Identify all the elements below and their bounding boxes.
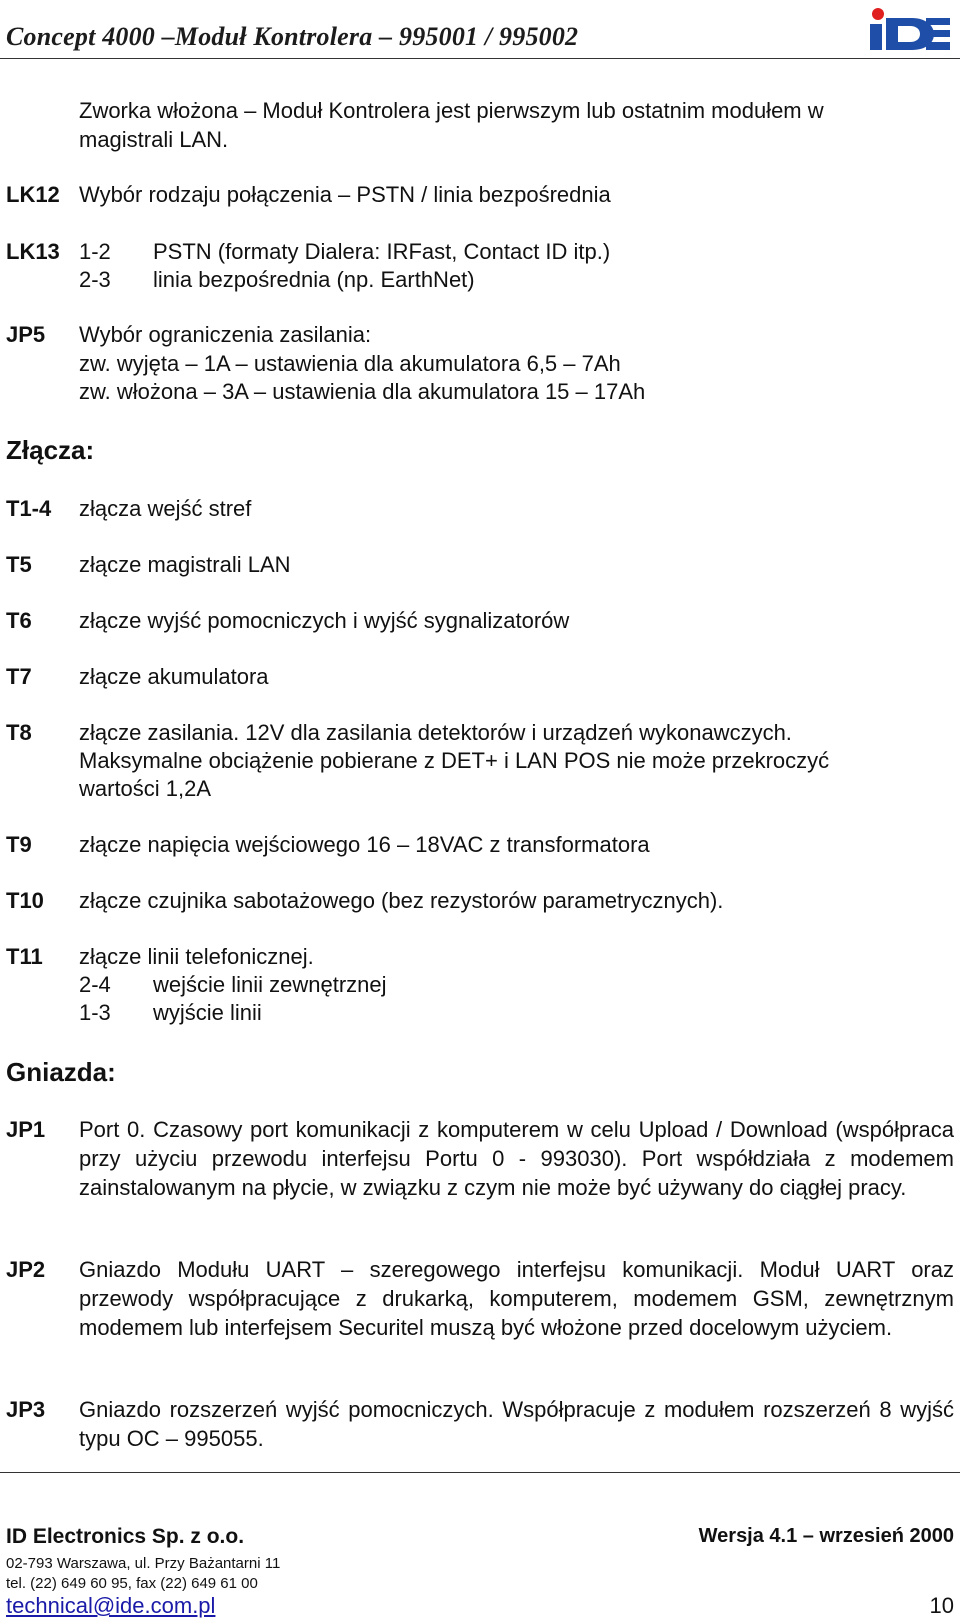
jumper-label-lk12: LK12 [6, 182, 60, 207]
socket-desc: Gniazdo rozszerzeń wyjść pomocniczych. Współpracuje z modułem rozszerzeń 8 wyjść typu OC – 995055. [79, 1397, 954, 1451]
connector-pin-row [79, 998, 262, 1027]
jumper-label-jp5: JP5 [6, 322, 46, 347]
connector-label: T10 [6, 888, 44, 913]
connector-desc: złącza wejść stref [79, 496, 252, 521]
option-code: 1-2 [79, 239, 111, 264]
jumper-option-row [79, 265, 475, 294]
document-title: Concept 4000 –Moduł Kontrolera – 995001 / 995002 [6, 22, 579, 51]
connector-label: T9 [6, 832, 32, 857]
ide-logo [866, 6, 952, 52]
connector-desc: złącze napięcia wejściowego 16 – 18VAC z transformatora [79, 832, 650, 857]
socket-desc: Gniazdo Modułu UART – szeregowego interfejsu komunikacji. Moduł UART oraz przewody współpracujące z drukarką, komputerem, modemem GSM, zewnętrznym modemem lub interfejsem Securitel muszą być włożone przed docelowym użyciem. [79, 1257, 954, 1340]
connector-label: T1-4 [6, 496, 52, 521]
jumper-option-row [79, 237, 610, 266]
section-heading-connectors: Złącza: [6, 435, 95, 465]
connector-label: T6 [6, 608, 32, 633]
socket-label: JP1 [6, 1117, 46, 1142]
footer-phone: tel. (22) 649 60 95, fax (22) 649 61 00 [6, 1575, 258, 1592]
connector-label: T11 [6, 944, 43, 969]
connector-desc: złącze czujnika sabotażowego (bez rezystorów parametrycznych). [79, 888, 724, 913]
intro-line: Zworka włożona – Moduł Kontrolera jest pierwszym lub ostatnim modułem w [79, 98, 824, 123]
socket-label: JP2 [6, 1257, 46, 1282]
jumper-label-lk13: LK13 [6, 239, 60, 264]
option-text: PSTN (formaty Dialera: IRFast, Contact ID itp.) [153, 239, 611, 264]
connector-label: T8 [6, 720, 32, 745]
page-number: 10 [929, 1593, 954, 1618]
option-text: linia bezpośrednia (np. EarthNet) [153, 267, 475, 292]
jumper-desc-jp5: zw. wyjęta – 1A – ustawienia dla akumulatora 6,5 – 7Ah [79, 351, 621, 376]
jumper-desc-lk12: Wybór rodzaju połączenia – PSTN / linia bezpośrednia [79, 182, 611, 207]
footer-rule [0, 1472, 960, 1473]
connector-desc: wartości 1,2A [79, 776, 212, 801]
socket-desc: Port 0. Czasowy port komunikacji z komputerem w celu Upload / Download (współpraca przy użyciu przewodu interfejsu Portu 0 - 993030). Port współdziała z modemem zainstalowanym na płycie, w związku z czym nie może być używany do ciągłej pracy. [79, 1117, 954, 1200]
pin-code: 2-4 [79, 972, 111, 997]
footer-company: ID Electronics Sp. z o.o. [6, 1525, 245, 1548]
jumper-desc-jp5: Wybór ograniczenia zasilania: [79, 322, 372, 347]
pin-text: wejście linii zewnętrznej [153, 972, 387, 997]
pin-code: 1-3 [79, 1000, 111, 1025]
socket-label: JP3 [6, 1397, 46, 1422]
footer-address: 02-793 Warszawa, ul. Przy Bażantarni 11 [6, 1555, 281, 1572]
connector-desc: złącze wyjść pomocniczych i wyjść sygnalizatorów [79, 608, 570, 633]
connector-desc: złącze akumulatora [79, 664, 269, 689]
intro-line: magistrali LAN. [79, 127, 229, 152]
connector-desc: Maksymalne obciążenie pobierane z DET+ i LAN POS nie może przekroczyć [79, 748, 830, 773]
connector-label: T7 [6, 664, 32, 689]
jumper-desc-jp5: zw. włożona – 3A – ustawienia dla akumulatora 15 – 17Ah [79, 379, 646, 404]
header-rule [0, 58, 960, 59]
section-heading-sockets: Gniazda: [6, 1057, 116, 1087]
connector-desc: złącze magistrali LAN [79, 552, 291, 577]
option-code: 2-3 [79, 267, 111, 292]
pin-text: wyjście linii [153, 1000, 262, 1025]
connector-pin-row [79, 970, 387, 999]
footer-email-link[interactable]: technical@ide.com.pl [6, 1593, 216, 1618]
connector-desc: złącze zasilania. 12V dla zasilania detektorów i urządzeń wykonawczych. [79, 720, 792, 745]
connector-label: T5 [6, 552, 32, 577]
connector-desc: złącze linii telefonicznej. [79, 944, 314, 969]
footer-version: Wersja 4.1 – wrzesień 2000 [698, 1525, 954, 1547]
